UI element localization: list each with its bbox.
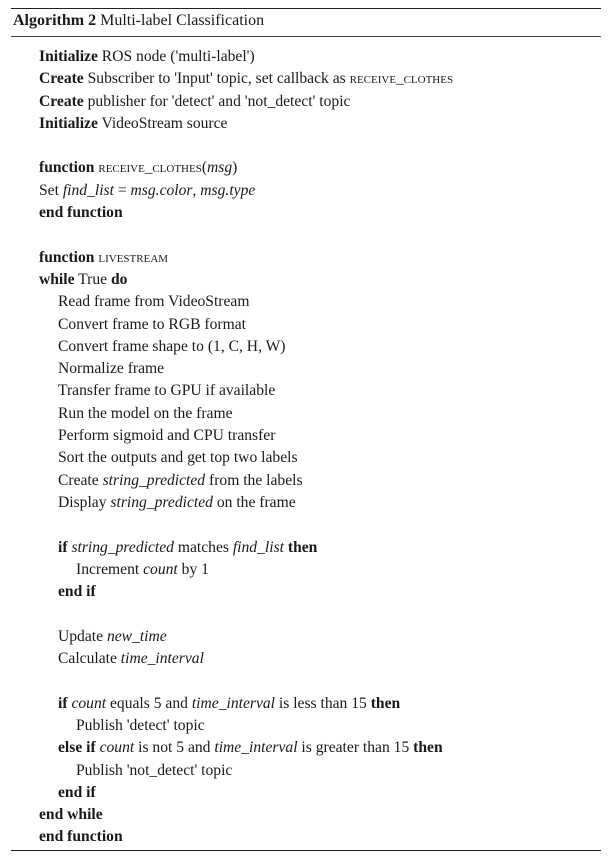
algorithm-box <box>11 8 601 851</box>
line-step-4: Normalize frame <box>58 360 165 378</box>
algorithm-body <box>39 46 597 849</box>
line-publish-detect: Publish 'detect' topic <box>76 716 205 734</box>
caption-label: Algorithm 2 <box>13 12 97 29</box>
line-calc-interval: Calculate time_interval <box>58 650 204 668</box>
line-set-find-list: Set find_list = msg.color, msg.type <box>39 181 256 199</box>
line-end-if-2: end if <box>58 783 96 801</box>
algorithm-caption <box>13 12 264 30</box>
line-create-subscriber: Create Subscriber to 'Input' topic, set callback as receive_clothes <box>39 70 454 88</box>
line-if-match: if string_predicted matches find_list then <box>58 538 318 556</box>
line-end-if-1: end if <box>58 583 96 601</box>
caption-rule <box>11 36 601 37</box>
line-step-6: Run the model on the frame <box>58 404 233 422</box>
line-if-count: if count equals 5 and time_interval is less than 15 then <box>58 694 401 712</box>
line-step-1: Read frame from VideoStream <box>58 293 250 311</box>
top-rule <box>11 8 601 9</box>
line-step-5: Transfer frame to GPU if available <box>58 382 276 400</box>
line-else-if: else if count is not 5 and time_interval is greater than 15 then <box>58 739 443 757</box>
line-init-videostream: Initialize VideoStream source <box>39 114 228 132</box>
line-publish-not-detect: Publish 'not_detect' topic <box>76 761 233 779</box>
line-function-livestream: function livestream <box>39 248 169 266</box>
line-step-10: Display string_predicted on the frame <box>58 493 296 511</box>
line-step-2: Convert frame to RGB format <box>58 315 246 333</box>
line-end-while: end while <box>39 806 103 824</box>
line-increment: Increment count by 1 <box>76 560 209 578</box>
line-end-function-2: end function <box>39 828 123 846</box>
line-step-8: Sort the outputs and get top two labels <box>58 449 298 467</box>
line-end-function-1: end function <box>39 204 123 222</box>
caption-title: Multi-label Classification <box>100 12 265 29</box>
line-step-7: Perform sigmoid and CPU transfer <box>58 427 276 445</box>
line-function-receive: function receive_clothes(msg) <box>39 159 238 177</box>
line-init-ros: Initialize ROS node ('multi-label') <box>39 48 255 65</box>
line-step-3: Convert frame shape to (1, C, H, W) <box>58 337 286 355</box>
line-while: while True do <box>39 270 128 288</box>
line-create-publisher: Create publisher for 'detect' and 'not_detect' topic <box>39 92 351 110</box>
bottom-rule <box>11 850 601 851</box>
line-step-9: Create string_predicted from the labels <box>58 471 303 489</box>
line-update-time: Update new_time <box>58 627 167 645</box>
